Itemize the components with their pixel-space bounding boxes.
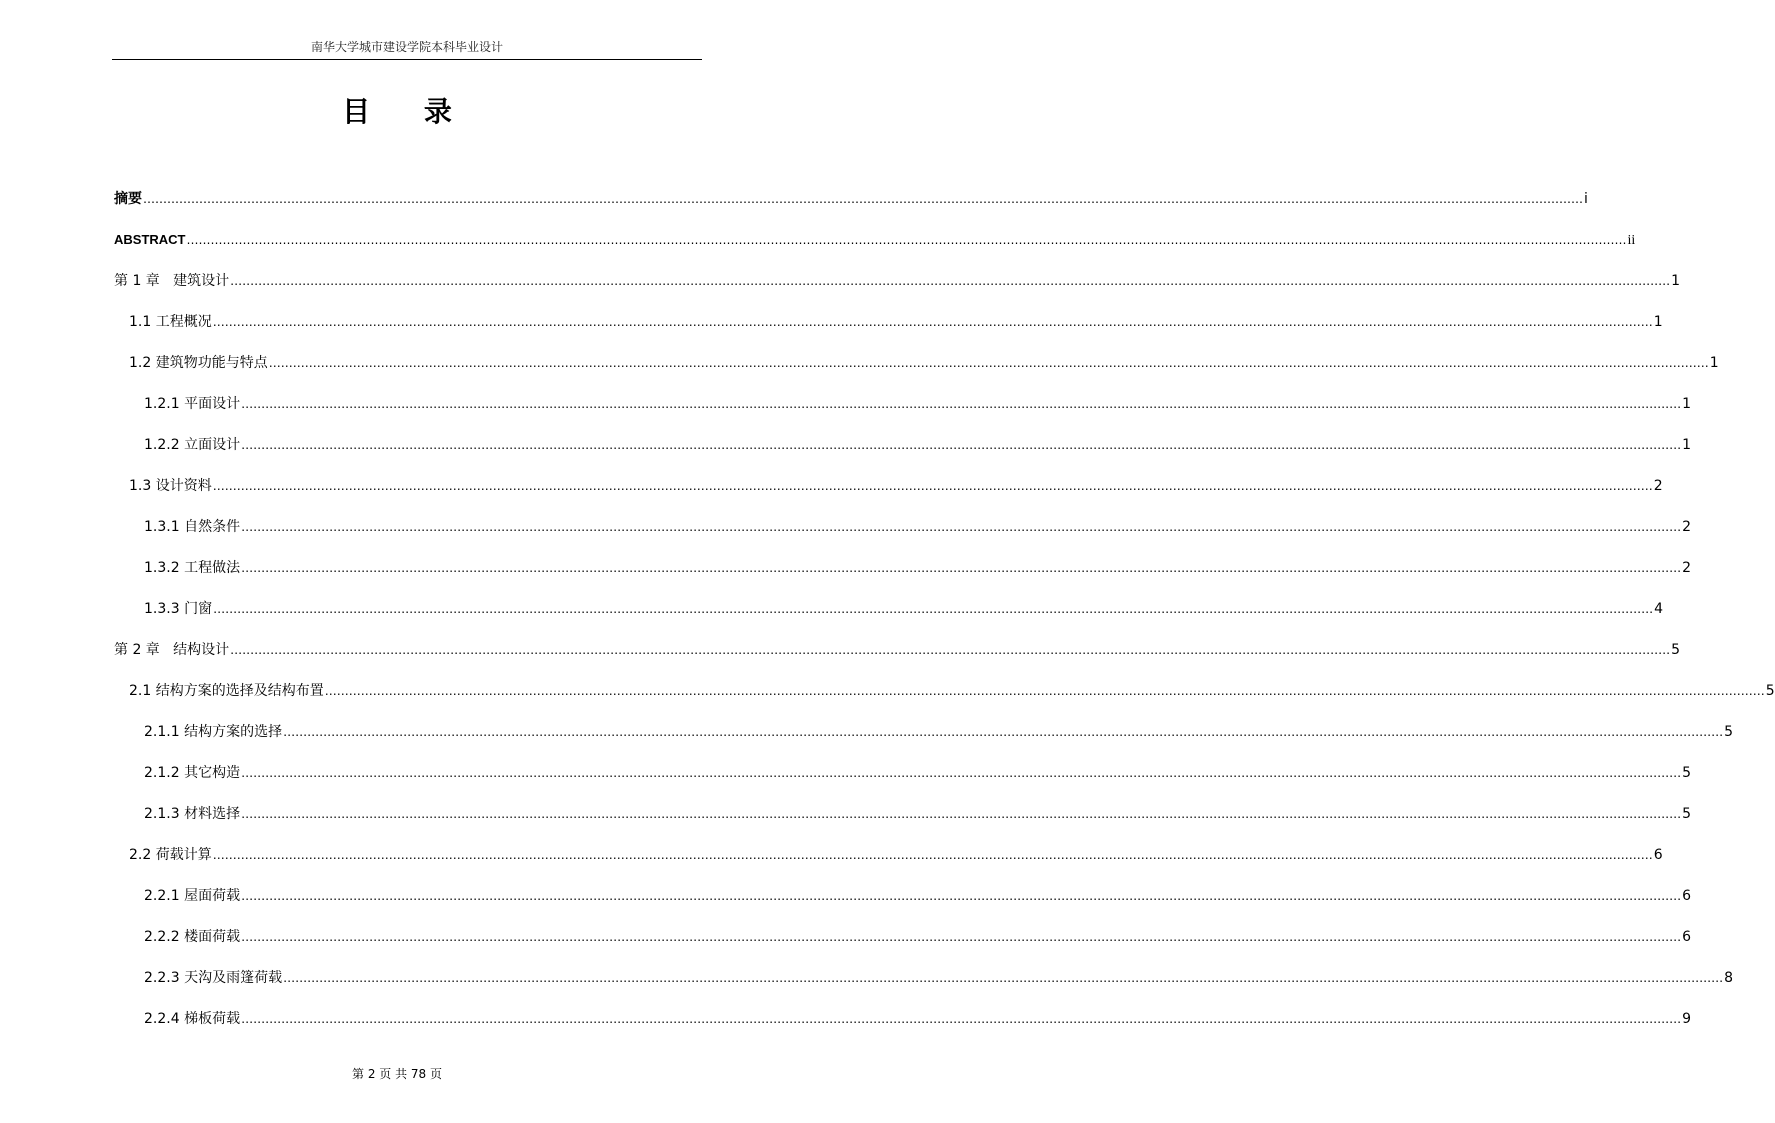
toc-entry-label: 2.2.1 屋面荷载 — [144, 888, 241, 904]
toc-leader: ……………………………………………………………………………………………………………………………………………………………………………………………………………………………………………………………………………………………………………………………… — [212, 848, 1653, 862]
toc-leader: ……………………………………………………………………………………………………………………………………………………………………………………………………………………………………………………………………………………………………………………………… — [268, 356, 1709, 370]
page-number-text: 第 2 页 共 78 页 — [352, 1067, 442, 1081]
toc-leader: ……………………………………………………………………………………………………………………………………………………………………………………………………………………………………………………………………………………………………………………………… — [241, 930, 1682, 944]
toc-leader: ……………………………………………………………………………………………………………………………………………………………………………………………………………………………………………………………………………………………………………………………… — [230, 274, 1671, 288]
toc-entry-1-3[interactable] — [129, 475, 1663, 497]
toc-entry-chapter-2[interactable] — [114, 639, 1681, 661]
toc-entry-1-2-2[interactable] — [144, 434, 1691, 456]
toc-entry-1-2[interactable] — [129, 352, 1719, 374]
toc-entry-2-2-1[interactable] — [144, 885, 1691, 907]
toc-entry-abstract-cn[interactable] — [114, 188, 1588, 210]
toc-entry-2-1-1[interactable] — [144, 721, 1733, 743]
toc-entry-2-1-2[interactable] — [144, 762, 1691, 784]
toc-entry-label: 1.2.2 立面设计 — [144, 437, 241, 453]
running-header: 南华大学城市建设学院本科毕业设计 — [112, 38, 702, 60]
toc-leader: ……………………………………………………………………………………………………………………………………………………………………………………………………………………………………………………………………………………………………………………………… — [230, 643, 1671, 657]
toc-entry-page: 2 — [1682, 519, 1691, 535]
toc-entry-2-1-3[interactable] — [144, 803, 1691, 825]
toc-leader: ……………………………………………………………………………………………………………………………………………………………………………………………………………………………………………………………………………………………………………………………… — [241, 889, 1682, 903]
toc-entry-page: 6 — [1653, 847, 1663, 863]
toc-entry-1-2-1[interactable] — [144, 393, 1691, 415]
toc-entry-label: 2.1 结构方案的选择及结构布置 — [129, 683, 324, 699]
toc-entry-page: 1 — [1709, 355, 1719, 371]
toc-entry-1-3-3[interactable] — [144, 598, 1663, 620]
toc-entry-1-3-2[interactable] — [144, 557, 1691, 579]
toc-entry-label: 摘要 — [114, 191, 142, 207]
toc-entry-label: 1.3 设计资料 — [129, 478, 212, 494]
toc-entry-2-2-4[interactable] — [144, 1008, 1691, 1030]
toc-entry-label: 2.2.4 梯板荷载 — [144, 1011, 241, 1027]
toc-leader: ……………………………………………………………………………………………………………………………………………………………………………………………………………………………………………………………………………………………………………………………… — [241, 438, 1682, 452]
toc-entry-2-2-2[interactable] — [144, 926, 1691, 948]
toc-entry-page: 5 — [1671, 642, 1681, 658]
page-title: 目 录 — [342, 95, 474, 128]
toc-entry-page: 2 — [1682, 560, 1691, 576]
page-footer — [0, 1065, 794, 1082]
toc-entry-label: ABSTRACT — [114, 232, 186, 247]
toc-leader: ……………………………………………………………………………………………………………………………………………………………………………………………………………………………………………………………………………………………………………………………… — [283, 971, 1724, 985]
toc-entry-page: i — [1584, 191, 1588, 207]
toc-entry-page: 4 — [1654, 601, 1663, 617]
toc-leader: ……………………………………………………………………………………………………………………………………………………………………………………………………………………………………………………………………………………………………………………………… — [241, 1012, 1682, 1026]
toc-leader: ……………………………………………………………………………………………………………………………………………………………………………………………………………………………………………………………………………………………………………………………… — [241, 561, 1682, 575]
toc-entry-page: 6 — [1682, 888, 1691, 904]
toc-entry-2-2-3[interactable] — [144, 967, 1733, 989]
toc-entry-chapter-1[interactable] — [114, 270, 1681, 292]
toc-entry-2-2[interactable] — [129, 844, 1663, 866]
toc-entry-page: 1 — [1682, 437, 1691, 453]
toc-entry-label: 第 1 章 建筑设计 — [114, 273, 230, 289]
toc-leader: ……………………………………………………………………………………………………………………………………………………………………………………………………………………………………………………………………………………………………………………………… — [241, 520, 1682, 534]
toc-entry-label: 1.1 工程概况 — [129, 314, 212, 330]
toc-entry-page: 5 — [1682, 806, 1691, 822]
toc-entry-page: 5 — [1682, 765, 1691, 781]
toc-entry-abstract-en[interactable] — [114, 229, 1636, 251]
toc-entry-page: 9 — [1682, 1011, 1691, 1027]
toc-entry-label: 1.2.1 平面设计 — [144, 396, 241, 412]
toc-leader: ……………………………………………………………………………………………………………………………………………………………………………………………………………………………………………………………………………………………………………………………… — [213, 602, 1654, 616]
toc-leader: ……………………………………………………………………………………………………………………………………………………………………………………………………………………………………………………………………………………………………………………………… — [241, 397, 1682, 411]
toc-leader: ……………………………………………………………………………………………………………………………………………………………………………………………………………………………………………………………………………………………………………………………… — [186, 233, 1627, 247]
toc-leader: ……………………………………………………………………………………………………………………………………………………………………………………………………………………………………………………………………………………………………………………………… — [212, 315, 1653, 329]
toc-entry-label: 1.2 建筑物功能与特点 — [129, 355, 268, 371]
toc-entry-page: 2 — [1653, 478, 1663, 494]
toc-entry-page: ii — [1627, 233, 1636, 248]
toc-leader: ……………………………………………………………………………………………………………………………………………………………………………………………………………………………………………………………………………………………………………………………… — [143, 192, 1583, 206]
toc-entry-label: 1.3.3 门窗 — [144, 601, 213, 617]
toc-entry-page: 6 — [1682, 929, 1691, 945]
toc-leader: ……………………………………………………………………………………………………………………………………………………………………………………………………………………………………………………………………………………………………………………………… — [212, 479, 1653, 493]
toc-entry-page: 1 — [1653, 314, 1663, 330]
toc-entry-page: 5 — [1724, 724, 1733, 740]
toc-entry-page: 1 — [1682, 396, 1691, 412]
toc-entry-label: 2.1.2 其它构造 — [144, 765, 241, 781]
toc-entry-2-1[interactable] — [129, 680, 1775, 702]
toc-entry-page: 5 — [1765, 683, 1775, 699]
toc-entry-label: 2.2.2 楼面荷载 — [144, 929, 241, 945]
toc-entry-page: 8 — [1724, 970, 1733, 986]
toc-entry-label: 1.3.1 自然条件 — [144, 519, 241, 535]
toc-entry-label: 2.2.3 天沟及雨篷荷载 — [144, 970, 283, 986]
toc-entry-label: 1.3.2 工程做法 — [144, 560, 241, 576]
toc-entry-1-3-1[interactable] — [144, 516, 1691, 538]
toc-leader: ……………………………………………………………………………………………………………………………………………………………………………………………………………………………………………………………………………………………………………………………… — [241, 807, 1682, 821]
toc-leader: ……………………………………………………………………………………………………………………………………………………………………………………………………………………………………………………………………………………………………………………………… — [283, 725, 1724, 739]
toc-leader: ……………………………………………………………………………………………………………………………………………………………………………………………………………………………………………………………………………………………………………………………… — [324, 684, 1765, 698]
toc-entry-label: 2.1.1 结构方案的选择 — [144, 724, 283, 740]
toc-entry-label: 第 2 章 结构设计 — [114, 642, 230, 658]
toc-entry-page: 1 — [1671, 273, 1681, 289]
toc-entry-label: 2.2 荷载计算 — [129, 847, 212, 863]
toc-entry-label: 2.1.3 材料选择 — [144, 806, 241, 822]
toc-entry-1-1[interactable] — [129, 311, 1663, 333]
toc-leader: ……………………………………………………………………………………………………………………………………………………………………………………………………………………………………………………………………………………………………………………………… — [241, 766, 1682, 780]
